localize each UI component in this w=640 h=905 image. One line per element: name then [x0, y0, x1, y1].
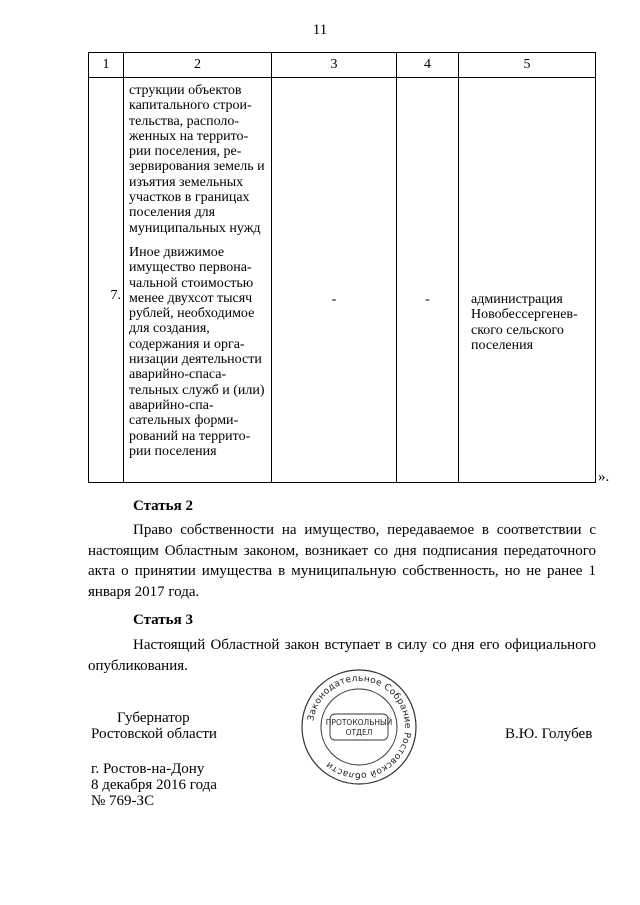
footer-place: г. Ростов-на-Дону	[91, 761, 205, 777]
page-number: 11	[312, 22, 328, 38]
article2-text: Право собственности на имущество, передаваемое в соответствии с настоящим Областным законом, возникает со дня подписания передаточного акта о принятии имущества в муниципальную собственность, но не ранее 1 января 2017 года.	[88, 522, 596, 600]
article2-heading: Статья 2	[133, 498, 193, 514]
table-header-cell: 5	[459, 53, 596, 78]
closing-quote: ».	[598, 469, 610, 485]
col4-value: -	[425, 292, 430, 307]
table-header-cell: 1	[89, 53, 124, 78]
row-name: Иное движимое имущество первоначальной стоимостью менее двухсот тысяч рублей, необходимое для создания, содержания и организации деятельности аварийно-спасательных служб и (или) аварийно-спасательных формирований на территории поселения	[129, 244, 265, 459]
table-row	[89, 78, 596, 483]
official-seal	[300, 668, 418, 786]
name-cell	[124, 78, 272, 483]
article3-heading: Статья 3	[133, 612, 193, 628]
table-header-cell: 2	[124, 53, 272, 78]
col5-value: администрация Новобессергеневского сельского поселения	[471, 292, 578, 353]
signature-title-line1: Губернатор	[117, 710, 190, 726]
seal-ring-text: Законодательное Собрание Ростовской области	[306, 673, 413, 781]
col5-cell	[459, 78, 596, 483]
number-cell	[89, 78, 124, 483]
continuation-text: струкции объектов капитального строительства, расположенных на территории поселения, резервирования земель и изъятия земельных участков в границах поселения для муниципальных нужд	[129, 83, 265, 236]
table-header-cell: 4	[397, 53, 459, 78]
footer-date: 8 декабря 2016 года	[91, 777, 217, 793]
property-table	[88, 52, 596, 483]
col3-cell	[272, 78, 397, 483]
seal-inner-line1: ПРОТОКОЛЬНЫЙ	[325, 718, 393, 727]
col4-cell	[397, 78, 459, 483]
article3-text: Настоящий Областной закон вступает в силу со дня его официального опубликования.	[88, 637, 596, 674]
table-header-cell: 3	[272, 53, 397, 78]
signature-name: В.Ю. Голубев	[505, 726, 593, 742]
signature-title-line2: Ростовской области	[91, 726, 217, 742]
col3-value: -	[331, 292, 337, 307]
row-number: 7.	[110, 288, 121, 303]
seal-inner-line2: ОТДЕЛ	[345, 728, 373, 737]
table-header-row	[89, 53, 596, 78]
footer-number: № 769-ЗС	[91, 793, 155, 809]
